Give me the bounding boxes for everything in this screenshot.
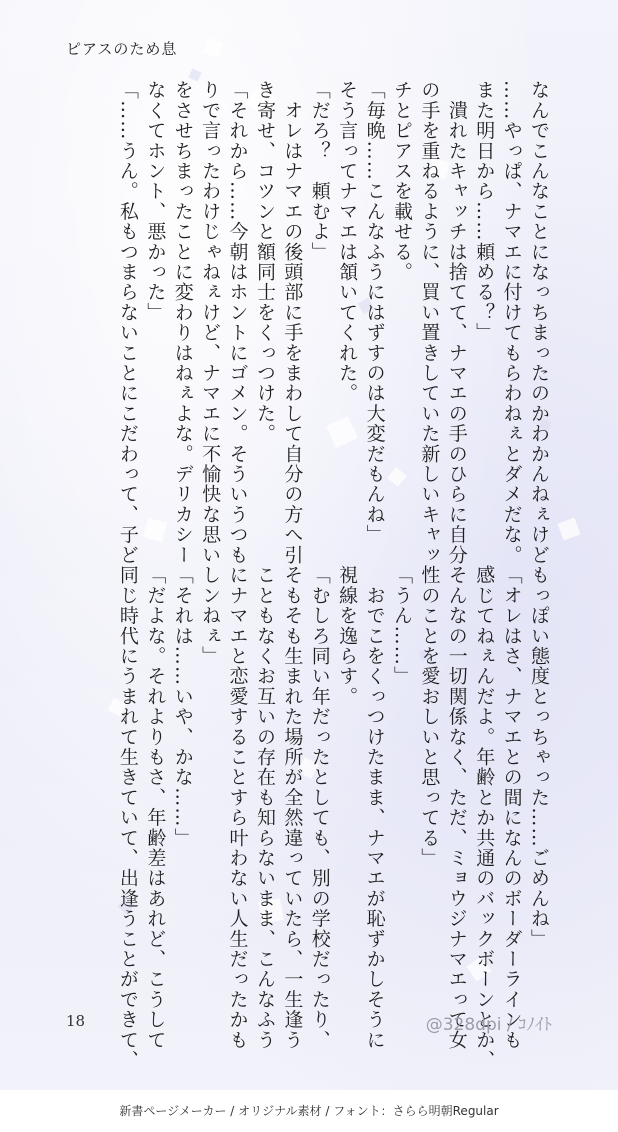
vertical-text-lower: もっぽい態度とっちゃった……ごめんね」 「オレはさ、ナマエとの間になんのボーダーラインも 感じてねぇんだよ。年齢とか共通のバックボーンとか、 そんなの一切関係なく、ただ、ミョウジナマエって女 性のことを愛おしいと思ってる」 「うん……」 おでこをくっつけたまま、ナマエが恥ずかしそうに 視線を逸らす。 「むしろ同い年だったとしても、別の学校だったり、 そもそも生まれた場所が全然違っていたら、一生逢う こともなくお互いの存在も知らないまま、こんなふう にナマエと恋愛することすら叶わない人生だったかも しンねぇ」 「それは……いや、かな……」 「だよな。それよりもさ、年齢差はあれど、こうして 同じ時代にうまれて生きていて、出逢うことができて、 xyxy=(116,565,550,1070)
vertical-text-upper: なんでこんなことになっちまったのかわかんねぇけど ……やっぱ、ナマエに付けてもらわねぇとダメだな。 また明日から……頼める？」 潰れたキャッチは捨てて、ナマエの手のひらに自分 の手を重ねるように、買い置きしていた新しいキャッ チとピアスを載せる。 「毎晩……こんなふうにはずすのは大変だもんね」 そう言ってナマエは頷いてくれた。 「だろ？ 頼むよ」 オレはナマエの後頭部に手をまわして自分の方へ引 き寄せ、コツンと額同士をくっつけた。 「それから……今朝はホントにゴメン。そういうつも りで言ったわけじゃねぇけど、ナマエに不愉快な思い をさせちまったことに変わりはねぇよな。デリカシー なくてホント、悪かった」 「……うん。私もつまらないことにこだわって、子ど xyxy=(116,80,550,565)
author-credit: @328dpi / ｺﾉｲﾄ xyxy=(425,1015,552,1035)
footer-caption: 新書ページメーカー / オリジナル素材 / フォント：さらら明朝Regular xyxy=(0,1090,618,1132)
page-number: 18 xyxy=(66,1012,86,1030)
page-title: ピアスのため息 xyxy=(66,40,178,58)
